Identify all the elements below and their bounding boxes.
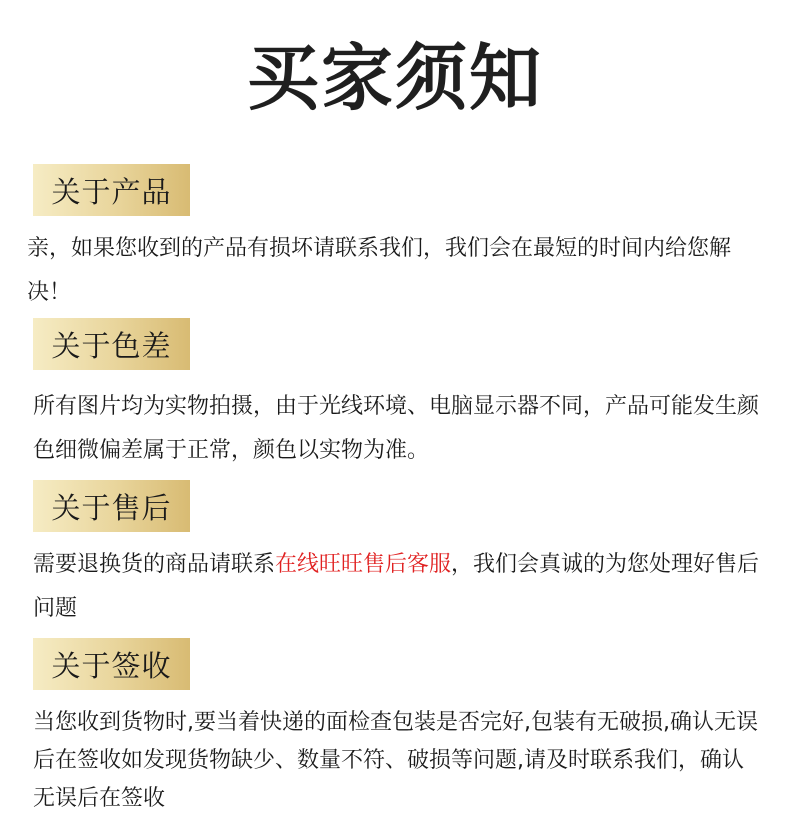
page-title: 买家须知 — [246, 36, 543, 120]
after-sales-text-after: ，我们会真诚的为您处理好售后问题 — [33, 552, 760, 621]
section-text-product: 亲，如果您收到的产品有损坏请联系我们，我们会在最短的时间内给您解决！ — [27, 236, 732, 305]
section-header-color-difference — [33, 318, 190, 370]
section-header-after-sales — [33, 480, 190, 532]
section-heading-label: 关于签收 — [51, 648, 172, 683]
section-text-receipt: 当您收到货物时,要当着快递的面检查包装是否完好,包装有无破损,确认无误后在签收如发现货物缺少、数量不符、破损等问题,请及时联系我们，确认无误后在签收 — [33, 710, 758, 811]
online-customer-service-link[interactable]: 在线旺旺售后客服 — [275, 552, 452, 577]
section-header-product — [33, 164, 190, 216]
section-heading-label: 关于产品 — [51, 174, 172, 209]
section-heading-label: 关于售后 — [51, 490, 172, 525]
section-text-color-difference: 所有图片均为实物拍摄，由于光线环境、电脑显示器不同，产品可能发生颜色细微偏差属于正常，颜色以实物为准。 — [33, 394, 760, 463]
section-heading-label: 关于色差 — [51, 328, 172, 363]
section-text-after-sales — [33, 543, 763, 631]
section-header-receipt — [33, 638, 190, 690]
after-sales-text-before: 需要退换货的商品请联系 — [33, 552, 276, 577]
